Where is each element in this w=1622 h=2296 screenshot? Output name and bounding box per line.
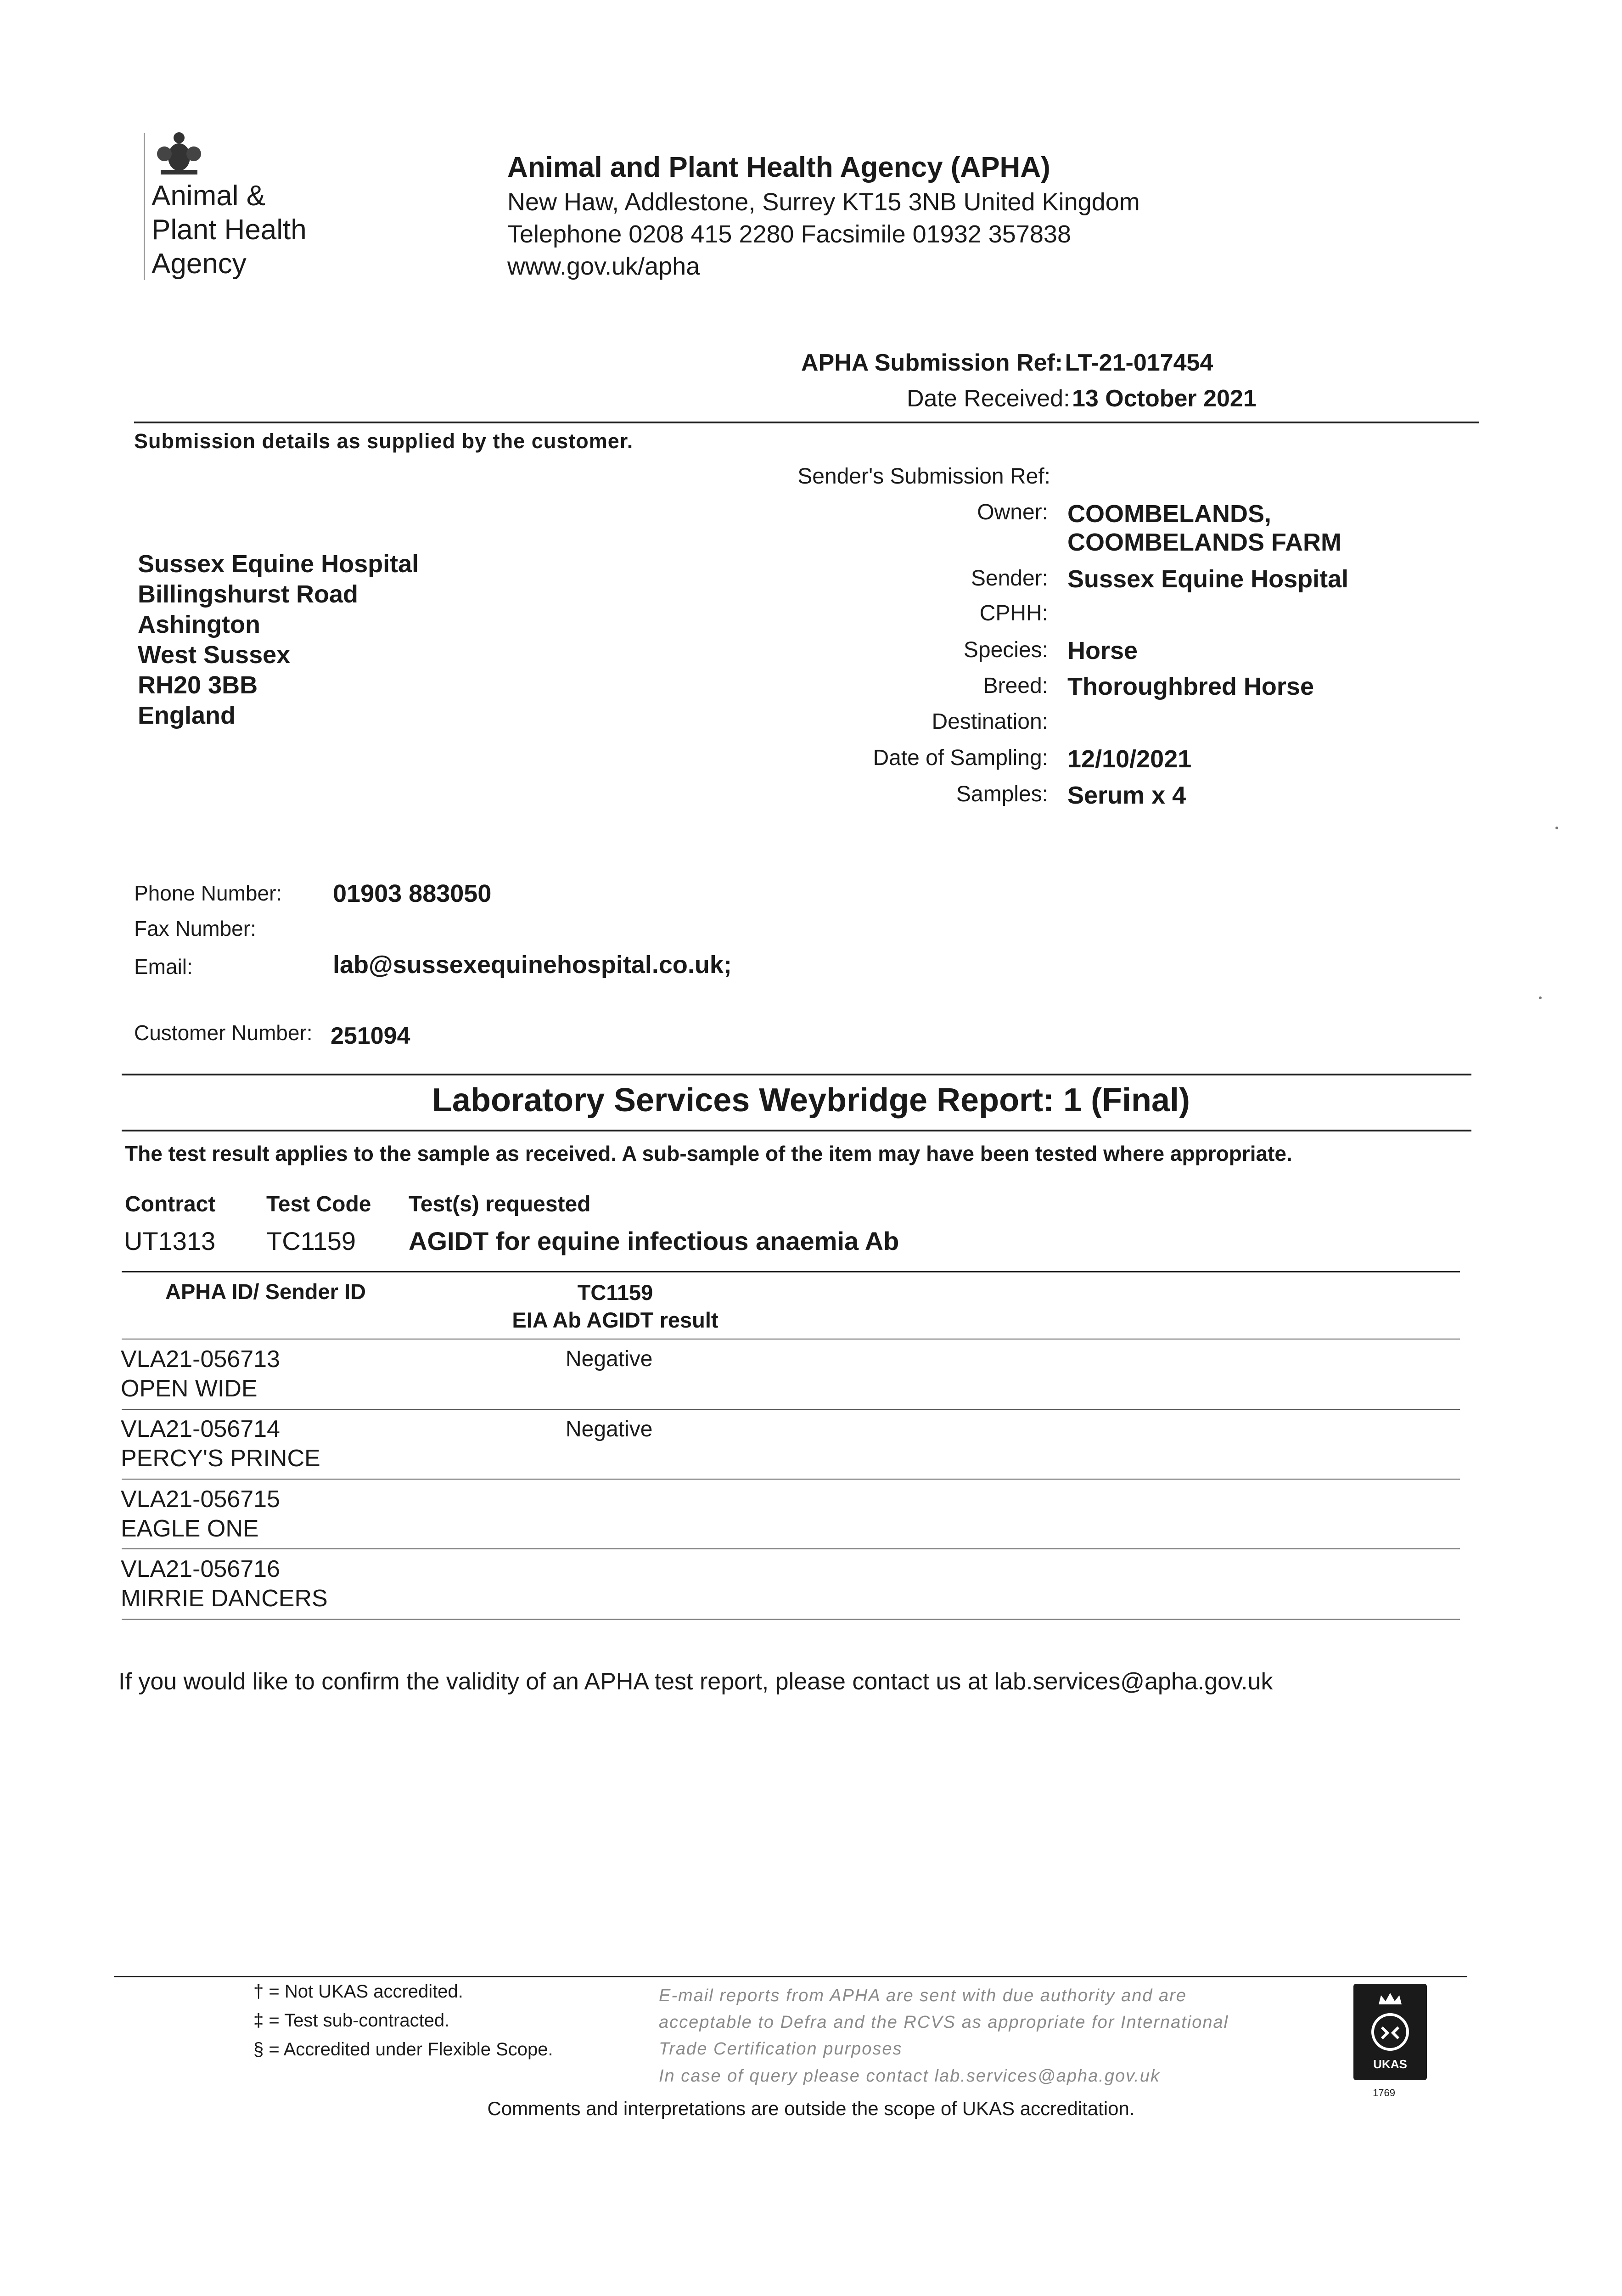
- test-code-header: Test Code: [266, 1192, 371, 1216]
- row-divider: [122, 1548, 1460, 1549]
- customer-address: Sussex Equine Hospital Billingshurst Road Ashington West Sussex RH20 3BB England: [138, 550, 419, 729]
- email-label: Email:: [134, 955, 193, 979]
- tests-requested-value: AGIDT for equine infectious anaemia Ab: [409, 1227, 899, 1255]
- table-row: VLA21-056713 OPEN WIDE: [121, 1346, 280, 1402]
- submission-details-header: Submission details as supplied by the customer.: [134, 429, 634, 453]
- tests-requested-header: Test(s) requested: [409, 1192, 591, 1216]
- validity-note: If you would like to confirm the validity of an APHA test report, please contact us at lab.services@apha.gov.uk: [118, 1668, 1273, 1695]
- sampling-date-value: 12/10/2021: [1067, 745, 1192, 773]
- species-value: Horse: [1067, 637, 1138, 664]
- email-value: lab@sussexequinehospital.co.uk;: [333, 951, 732, 979]
- row-divider: [122, 1409, 1460, 1410]
- footer-rule: [114, 1976, 1467, 1977]
- organisation-header: [507, 149, 1140, 282]
- scope-note: Comments and interpretations are outside the scope of UKAS accreditation.: [487, 2098, 1135, 2119]
- report-title: Laboratory Services Weybridge Report: 1 (Final): [432, 1082, 1190, 1119]
- species-label: Species:: [963, 638, 1048, 662]
- ukas-number: 1769: [1373, 2087, 1395, 2099]
- customer-number-value: 251094: [331, 1023, 410, 1049]
- samples-label: Samples:: [956, 782, 1048, 806]
- legend-subcontracted: ‡ = Test sub-contracted.: [253, 2010, 450, 2031]
- legend-flexible-scope: § = Accredited under Flexible Scope.: [253, 2039, 553, 2060]
- email-note-line: In case of query please contact lab.services@apha.gov.uk: [659, 2066, 1160, 2086]
- row-result: Negative: [566, 1417, 653, 1441]
- ukas-label: UKAS: [1373, 2057, 1407, 2071]
- row-divider: [122, 1479, 1460, 1480]
- org-website: www.gov.uk/apha: [507, 253, 700, 280]
- date-received: Date Received: 13 October 2021: [907, 385, 1257, 412]
- org-address: New Haw, Addlestone, Surrey KT15 3NB United Kingdom: [507, 188, 1140, 216]
- scan-speck: [1539, 996, 1542, 999]
- email-note-line: acceptable to Defra and the RCVS as appropriate for International: [659, 2013, 1229, 2032]
- breed-label: Breed:: [983, 674, 1048, 698]
- tests-rule: [122, 1271, 1460, 1272]
- owner-label: Owner:: [977, 500, 1048, 524]
- phone-label: Phone Number:: [134, 881, 282, 905]
- scan-speck: [1555, 827, 1558, 829]
- legend-not-accredited: † = Not UKAS accredited.: [253, 1981, 463, 2002]
- sender-label: Sender:: [971, 566, 1048, 591]
- samples-value: Serum x 4: [1067, 782, 1186, 809]
- result-column-header: TC1159 EIA Ab AGIDT result: [512, 1280, 718, 1332]
- phone-value: 01903 883050: [333, 880, 492, 907]
- senders-ref-label: Sender's Submission Ref:: [797, 464, 1050, 489]
- contract-header: Contract: [125, 1192, 216, 1216]
- customer-number-label: Customer Number:: [134, 1021, 313, 1045]
- breed-value: Thoroughbred Horse: [1067, 673, 1314, 700]
- submission-ref: APHA Submission Ref: LT-21-017454: [801, 349, 1213, 376]
- royal-crest-icon: [152, 129, 207, 179]
- sampling-date-label: Date of Sampling:: [873, 746, 1048, 770]
- org-contact: Telephone 0208 415 2280 Facsimile 01932 357838: [507, 220, 1071, 248]
- email-note-line: Trade Certification purposes: [659, 2039, 903, 2059]
- report-note: The test result applies to the sample as received. A sub-sample of the item may have been tested where appropriate.: [125, 1142, 1292, 1165]
- test-code-value: TC1159: [266, 1227, 356, 1255]
- email-note-line: E-mail reports from APHA are sent with due authority and are: [659, 1986, 1187, 2005]
- report-top-rule: [122, 1074, 1471, 1075]
- table-row: VLA21-056716 MIRRIE DANCERS: [121, 1556, 328, 1612]
- agency-logo-text: Animal & Plant Health Agency: [152, 180, 307, 280]
- table-row: VLA21-056715 EAGLE ONE: [121, 1486, 280, 1542]
- table-row: VLA21-056714 PERCY'S PRINCE: [121, 1416, 320, 1472]
- row-result: Negative: [566, 1347, 653, 1371]
- logo-divider: [144, 133, 145, 280]
- owner-value: COOMBELANDS, COOMBELANDS FARM: [1067, 500, 1341, 556]
- report-title-rule: [122, 1130, 1471, 1131]
- contract-value: UT1313: [124, 1227, 216, 1255]
- apha-id-header: APHA ID/ Sender ID: [165, 1279, 366, 1304]
- cphh-label: CPHH:: [979, 601, 1048, 625]
- destination-label: Destination:: [932, 709, 1048, 734]
- org-name: Animal and Plant Health Agency (APHA): [507, 152, 1050, 183]
- header-rule: [134, 422, 1479, 423]
- fax-label: Fax Number:: [134, 917, 256, 940]
- sender-value: Sussex Equine Hospital: [1067, 565, 1349, 593]
- table-bottom-rule: [122, 1619, 1460, 1620]
- ukas-logo: [1353, 1984, 1427, 2080]
